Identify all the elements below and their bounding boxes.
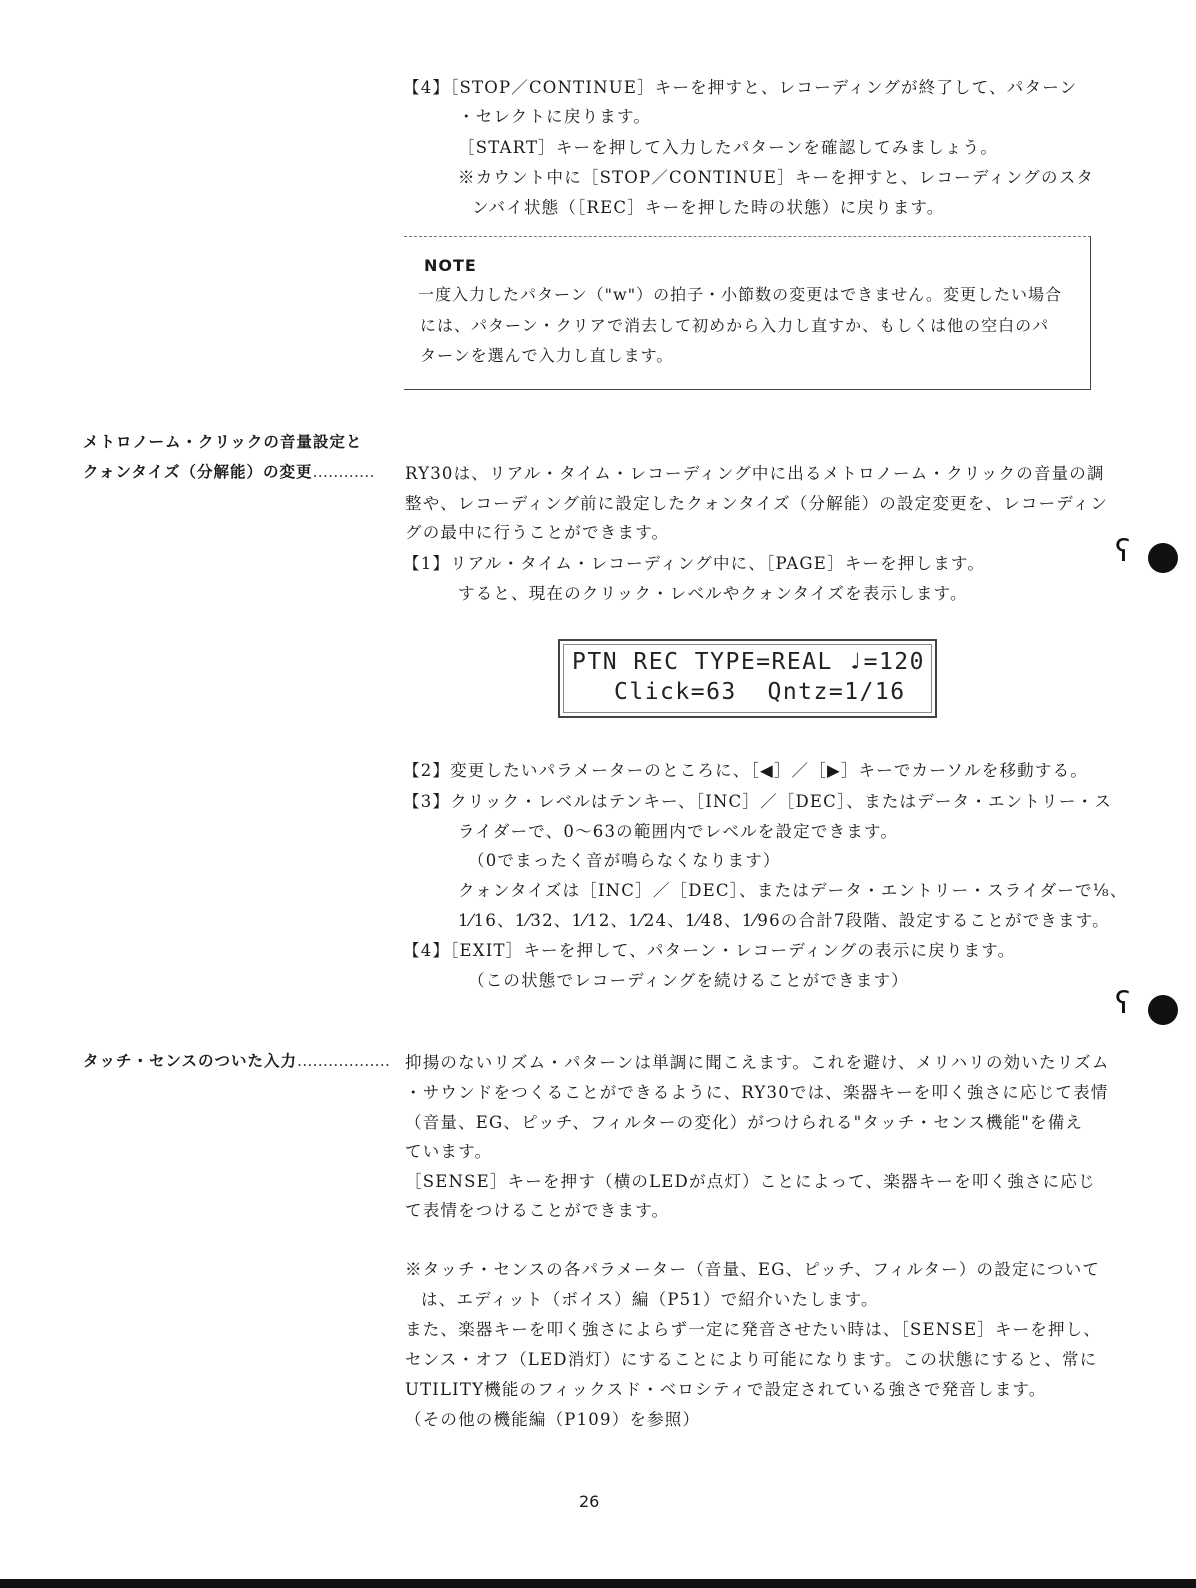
heading-text: クォンタイズ（分解能）の変更 — [83, 463, 313, 481]
lcd-line-1: PTN REC TYPE=REAL ♩=120 — [572, 649, 925, 675]
margin-swoosh-icon: ʕ — [1115, 986, 1131, 1021]
text-line: ンバイ状態（［REC］キーを押した時の状態）に戻ります。 — [472, 198, 945, 217]
text-line: （その他の機能編（P109）を参照） — [405, 1410, 701, 1429]
text-line: は、エディット（ボイス）編（P51）で紹介いたします。 — [421, 1290, 879, 1309]
text-line: ・セレクトに戻ります。 — [458, 107, 652, 126]
text-line: クォンタイズは［INC］／［DEC］、またはデータ・エントリー・スライダーで⅛、 — [458, 881, 1128, 900]
margin-swoosh-icon: ʕ — [1115, 534, 1131, 569]
lcd-display — [558, 639, 937, 718]
section-heading-touch-sense — [83, 1054, 390, 1070]
page-number: 26 — [579, 1492, 600, 1511]
margin-dot-icon — [1148, 543, 1178, 573]
step-1-page: 【1】リアル・タイム・レコーディング中に、［PAGE］キーを押します。 — [403, 554, 986, 573]
step-4-stop-continue: 【4】［STOP／CONTINUE］キーを押すと、レコーディングが終了して、パターン — [403, 78, 1078, 97]
text-line: グの最中に行うことができます。 — [405, 523, 670, 542]
step-4-exit: 【4】［EXIT］キーを押して、パターン・レコーディングの表示に戻ります。 — [403, 941, 1016, 960]
text-line: ています。 — [405, 1142, 493, 1161]
text-line: ※タッチ・センスの各パラメーター（音量、EG、ピッチ、フィルター）の設定について — [405, 1260, 1101, 1279]
text-line: ※カウント中に［STOP／CONTINUE］キーを押すと、レコーディングのスタ — [458, 168, 1095, 187]
heading-text: タッチ・センスのついた入力 — [83, 1052, 298, 1070]
text-line: ［START］キーを押して入力したパターンを確認してみましょう。 — [458, 138, 999, 157]
leader-dots: ……………… — [297, 1052, 391, 1070]
section-heading-quantize — [83, 465, 374, 481]
text-line: て表情をつけることができます。 — [405, 1201, 670, 1220]
margin-dot-icon — [1148, 995, 1178, 1025]
note-line: 一度入力したパターン（"w"）の拍子・小節数の変更はできません。変更したい場合 — [418, 285, 1063, 304]
step-2-cursor: 【2】変更したいパラメーターのところに、［◀］／［▶］キーでカーソルを移動する。 — [403, 761, 1088, 780]
bottom-scan-edge — [0, 1579, 1196, 1588]
text-line: ・サウンドをつくることができるように、RY30では、楽器キーを叩く強さに応じて表情 — [405, 1083, 1109, 1102]
text-line: また、楽器キーを叩く強さによらず一定に発音させたい時は、［SENSE］キーを押し、 — [405, 1320, 1102, 1339]
text-line: ライダーで、0〜63の範囲内でレベルを設定できます。 — [458, 822, 899, 841]
text-line: ［SENSE］キーを押す（横のLEDが点灯）ことによって、楽器キーを叩く強さに応じ — [405, 1172, 1096, 1191]
text-line: センス・オフ（LED消灯）にすることにより可能になります。この状態にすると、常に — [405, 1350, 1098, 1369]
lcd-line-2: Click=63 Qntz=1/16 — [614, 679, 906, 705]
text-line: （この状態でレコーディングを続けることができます） — [468, 971, 909, 990]
note-line: には、パターン・クリアで消去して初めから入力し直すか、もしくは他の空白のパ — [420, 316, 1050, 335]
text-line: すると、現在のクリック・レベルやクォンタイズを表示します。 — [458, 584, 968, 603]
text-line: （音量、EG、ピッチ、フィルターの変化）がつけられる"タッチ・センス機能"を備え — [405, 1113, 1084, 1132]
leader-dots: ………… — [312, 463, 375, 481]
text-line: 1⁄16、1⁄32、1⁄12、1⁄24、1⁄48、1⁄96の合計7段階、設定することができます。 — [458, 911, 1110, 930]
text-line: RY30は、リアル・タイム・レコーディング中に出るメトロノーム・クリックの音量の調 — [405, 464, 1105, 483]
text-line: （0でまったく音が鳴らなくなります） — [468, 851, 781, 870]
note-box — [404, 236, 1091, 390]
note-line: ターンを選んで入力し直します。 — [420, 346, 674, 365]
text-line: UTILITY機能のフィックスド・ベロシティで設定されている強さで発音します。 — [405, 1380, 1047, 1399]
step-3-click-level: 【3】クリック・レベルはテンキー、［INC］／［DEC］、またはデータ・エントリー・ス — [403, 792, 1112, 811]
note-title: NOTE — [424, 256, 477, 275]
section-heading-metronome: メトロノーム・クリックの音量設定と — [83, 433, 363, 451]
text-line: 整や、レコーディング前に設定したクォンタイズ（分解能）の設定変更を、レコーディン — [405, 494, 1109, 513]
text-line: 抑揚のないリズム・パターンは単調に聞こえます。これを避け、メリハリの効いたリズム — [405, 1053, 1110, 1072]
